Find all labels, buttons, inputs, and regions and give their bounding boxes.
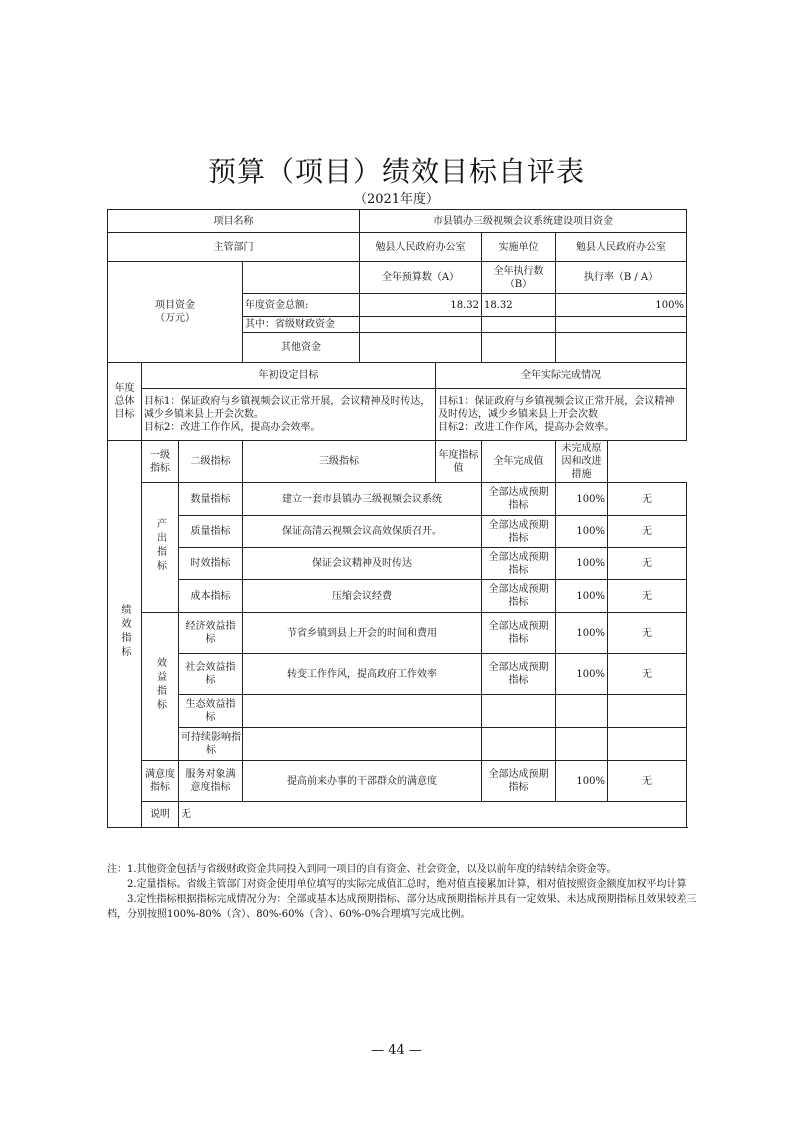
funds-row-label: 其他资金 xyxy=(243,333,360,363)
funds-row-rate xyxy=(556,317,687,333)
reason-cell xyxy=(608,695,687,728)
level2-text: 经济效益指标 xyxy=(185,621,236,645)
reason-cell: 无 xyxy=(608,761,687,802)
funds-row-exec xyxy=(482,317,556,333)
benefit-indicator-label xyxy=(142,613,179,761)
reason-cell: 无 xyxy=(608,654,687,695)
level2-cell: 成本指标 xyxy=(179,580,243,613)
output-indicator-text: 产出指标 xyxy=(154,517,166,574)
year-subtitle: （2021年度） xyxy=(353,192,440,207)
actual-goal-2: 目标2：改进工作作风，提高办会效率。 xyxy=(438,422,615,433)
funds-row-budget: 18.32 xyxy=(360,294,482,317)
actual-goal-1: 目标1：保证政府与乡镇视频会议正常开展，会议精神及时传达，减少乡镇来县上开会次数 xyxy=(438,396,675,420)
level3-cell: 转变工作作风，提高政府工作效率 xyxy=(243,654,482,695)
reason-cell: 无 xyxy=(608,580,687,613)
planned-goals-text xyxy=(142,389,436,441)
level2-cell xyxy=(179,695,243,728)
benefit-indicator-text: 效益指标 xyxy=(154,656,166,713)
header-value-text: 年度指标值 xyxy=(436,441,482,483)
target-value-cell: 全部达成预期指标 xyxy=(482,483,556,516)
funds-row-budget xyxy=(360,317,482,333)
level2-cell: 质量指标 xyxy=(179,516,243,548)
col-budget-header: 全年预算数（A） xyxy=(360,262,482,294)
page-title: 预算（项目）绩效目标自评表 xyxy=(207,155,585,188)
level3-cell: 保证高清云视频会议高效保质召开。 xyxy=(243,516,482,548)
level3-cell: 节省乡镇到县上开会的时间和费用 xyxy=(243,613,482,654)
planned-goal-2: 目标2：改进工作作风，提高办会效率。 xyxy=(144,422,321,433)
reason-cell: 无 xyxy=(608,516,687,548)
target-value-cell: 全部达成预期指标 xyxy=(482,654,556,695)
remark-label: 说明 xyxy=(142,802,179,828)
indicators-label-text: 绩效指标 xyxy=(119,604,130,660)
level2-cell xyxy=(179,761,243,802)
level3-cell: 保证会议精神及时传达 xyxy=(243,548,482,580)
header-level1 xyxy=(142,441,179,483)
done-value-cell: 100% xyxy=(556,580,608,613)
output-indicator-label xyxy=(142,483,179,613)
level2-text: 服务对象满意度指标 xyxy=(185,769,236,793)
footnotes xyxy=(107,862,697,922)
level3-cell xyxy=(243,695,482,728)
footnote-3: 3.定性指标根据指标完成情况分为：全部或基本达成预期指标、部分达成预期指标并具有一定效果、未达成预期指标且效果较差三档，分别按照100%-80%（含）、80%-60%（含）、60%-0%合理填写完成比例。 xyxy=(107,894,697,920)
level3-cell xyxy=(243,728,482,761)
level2-text: 社会效益指标 xyxy=(185,662,236,686)
level3-cell: 压缩会议经费 xyxy=(243,580,482,613)
reason-cell: 无 xyxy=(608,613,687,654)
target-value-cell: 全部达成预期指标 xyxy=(482,613,556,654)
unit-label: 实施单位 xyxy=(482,233,556,262)
satisfaction-indicator-label xyxy=(142,761,179,802)
footnote-2: 2.定量指标。省级主管部门对资金使用单位填写的实际完成值汇总时，绝对值直接累加计算，相对值按照资金额度加权平均计算 xyxy=(127,879,687,890)
funds-row-rate: 100% xyxy=(556,294,687,317)
col-exec-header: 全年执行数（B） xyxy=(482,262,556,294)
funds-row-label: 其中：省级财政资金 xyxy=(243,317,360,333)
dept-label: 主管部门 xyxy=(108,233,360,262)
page-number: — 44 — xyxy=(371,1043,422,1058)
level2-cell: 数量指标 xyxy=(179,483,243,516)
header-level1-text: 一级指标 xyxy=(150,449,170,474)
done-value-cell: 100% xyxy=(556,483,608,516)
actual-goals-header: 全年实际完成情况 xyxy=(436,363,687,389)
goals-label-text: 年度总体目标 xyxy=(114,383,135,420)
target-value-cell xyxy=(482,695,556,728)
funds-blank-header xyxy=(243,262,360,294)
indicators-label xyxy=(108,441,142,828)
project-name-value: 市县镇办三级视频会议系统建设项目资金 xyxy=(360,210,687,233)
remark-value: 无 xyxy=(179,802,687,828)
unit-value: 勉县人民政府办公室 xyxy=(556,233,687,262)
planned-goals-header: 年初设定目标 xyxy=(142,363,436,389)
target-value-cell xyxy=(482,728,556,761)
header-reason: 未完成原因和改进措施 xyxy=(556,441,608,483)
done-value-cell: 100% xyxy=(556,516,608,548)
done-value-cell xyxy=(556,728,608,761)
funds-row-exec xyxy=(482,333,556,363)
funds-label-text: 项目资金（万元） xyxy=(155,300,195,324)
target-value-cell: 全部达成预期指标 xyxy=(482,516,556,548)
satisfaction-indicator-text: 满意度指标 xyxy=(145,769,175,793)
funds-row-rate xyxy=(556,333,687,363)
level2-cell xyxy=(179,613,243,654)
done-value-cell xyxy=(556,695,608,728)
goals-label xyxy=(108,363,142,441)
header-level2: 二级指标 xyxy=(179,441,243,483)
target-value-cell: 全部达成预期指标 xyxy=(482,761,556,802)
project-name-label: 项目名称 xyxy=(108,210,360,233)
funds-row-budget xyxy=(360,333,482,363)
level2-cell xyxy=(179,728,243,761)
reason-cell: 无 xyxy=(608,483,687,516)
funds-row-exec: 18.32 xyxy=(482,294,556,317)
level2-text: 可持续影响指标 xyxy=(181,732,241,756)
evaluation-table xyxy=(107,209,687,828)
level3-cell: 提高前来办事的干部群众的满意度 xyxy=(243,761,482,802)
level2-text: 生态效益指标 xyxy=(185,699,236,723)
col-rate-header: 执行率（B / A） xyxy=(556,262,687,294)
funds-label xyxy=(108,262,243,363)
target-value-cell: 全部达成预期指标 xyxy=(482,580,556,613)
level3-cell: 建立一套市县镇办三级视频会议系统 xyxy=(243,483,482,516)
done-value-cell: 100% xyxy=(556,548,608,580)
done-value-cell: 100% xyxy=(556,654,608,695)
target-value-cell: 全部达成预期指标 xyxy=(482,548,556,580)
header-done: 全年完成值 xyxy=(482,441,556,483)
reason-cell xyxy=(608,728,687,761)
planned-goal-1: 目标1：保证政府与乡镇视频会议正常开展，会议精神及时传达，减少乡镇来县上开会次数。 xyxy=(144,396,431,420)
dept-value: 勉县人民政府办公室 xyxy=(360,233,482,262)
header-level3: 三级指标 xyxy=(243,441,436,483)
done-value-cell: 100% xyxy=(556,613,608,654)
level2-cell xyxy=(179,654,243,695)
done-value-cell: 100% xyxy=(556,761,608,802)
actual-goals-text xyxy=(436,389,687,441)
reason-cell: 无 xyxy=(608,548,687,580)
funds-row-label: 年度资金总额: xyxy=(243,294,360,317)
footnote-1: 注：1.其他资金包括与省级财政资金共同投入到同一项目的自有资金、社会资金，以及以前年度的结转结余资金等。 xyxy=(107,864,617,875)
level2-cell: 时效指标 xyxy=(179,548,243,580)
